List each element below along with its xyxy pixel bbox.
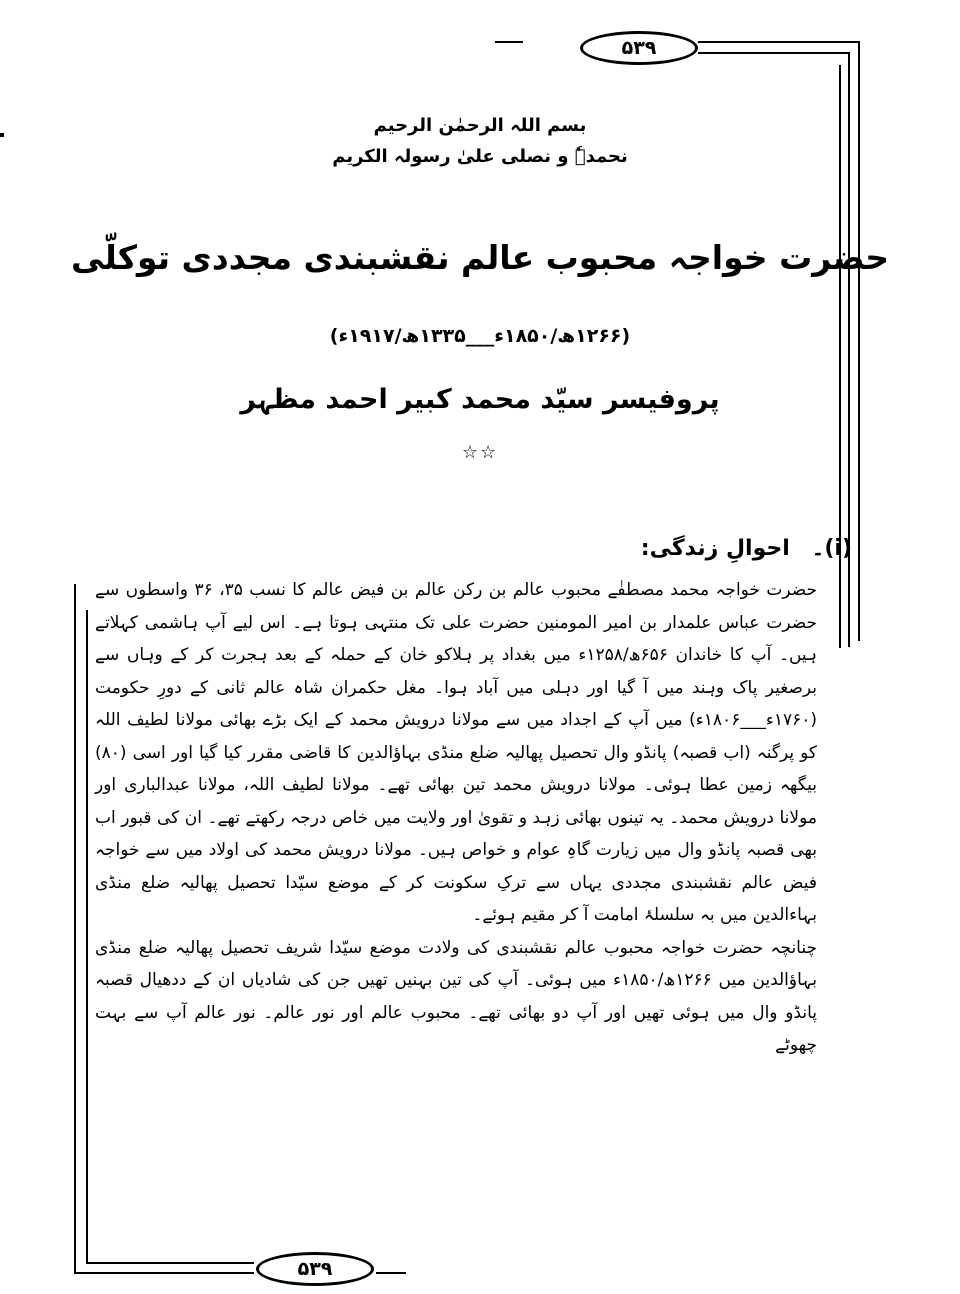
author-name: پروفیسر سیّد محمد کبیر احمد مظہر [240, 384, 720, 415]
basmala: بسم اللہ الرحمٰن الرحیم [373, 115, 587, 136]
frame-top-line-right [698, 41, 858, 43]
frame-bottom-line-inner [86, 1262, 254, 1264]
frame-bottom-line [74, 1272, 254, 1274]
section-title: احوالِ زندگی: [640, 536, 790, 561]
section-number: (i)۔ [811, 536, 852, 561]
salutation: نحمدہٗ و نصلی علیٰ رسولہ الکریم [332, 146, 628, 167]
paragraph-1: حضرت خواجہ محمد مصطفٰے محبوب عالم بن رکن عالم بن فیض عالم کا نسب ۳۵، ۳۶ واسطوں سے حضرت عباس علمدار بن امیر المومنین حضرت علی تک منتہی ہوتا ہے۔ اس لیے آپ ہاشمی کہلاتے ہیں۔ آپ کا خاندان ۶۵۶ھ/۱۲۵۸ء میں بغداد پر ہلاکو خان کے حملہ کے بعد ہجرت کر کے وہاں سے برصغیر پاک وہند میں آ گیا اور دہلی میں آباد ہوا۔ مغل حکمران شاہ عالم ثانی کے دورِ حکومت (۱۷۶۰ء___۱۸۰۶ء) میں آپ کے اجداد میں سے مولانا درویش محمد کے ایک بڑے بھائی مولانا لطیف اللہ کو پرگنہ (اب قصبہ) پانڈو وال تحصیل پھالیہ ضلع منڈی بہاؤالدین کا قاضی مقرر کیا گیا اور اسی (۸۰) بیگھہ زمین عطا ہوئی۔ مولانا درویش محمد تین بھائی تھے۔ مولانا لطیف اللہ، مولانا عبدالباری اور مولانا درویش محمد۔ یہ تینوں بھائی زہد و تقویٰ اور ولایت میں خاص درجہ رکھتے تھے۔ ان کی قبور اب بھی قصبہ پانڈو وال میں زیارت گاہِ عوام و خواص ہیں۔ مولانا درویش محمد کی اولاد میں سے خواجہ فیض عالم نقشبندی مجددی یہاں سے ترکِ سکونت کر کے موضع سیّدا تحصیل پھالیہ ضلع منڈی بہاءالدین میں بہ سلسلۂ امامت آ کر مقیم ہوئے۔ [95, 580, 818, 925]
life-dates: (۱۲۶۶ھ/۱۸۵۰ء___۱۳۳۵ھ/۱۹۱۷ء) [329, 325, 631, 347]
paragraph-2: چنانچہ حضرت خواجہ محبوب عالم نقشبندی کی ولادت موضع سیّدا شریف تحصیل پھالیہ ضلع منڈی بہاؤالدین میں ۱۲۶۶ھ/۱۸۵۰ء میں ہوئی۔ آپ کی تین بہنیں تھیں جن کی شادیاں ان کے ددھیال قصبہ پانڈو وال میں ہوئی تھیں اور آپ دو بھائی تھے۔ محبوب عالم اور نور عالم۔ نور عالم آپ سے بہت چھوٹے [95, 937, 817, 1055]
section-heading [641, 536, 852, 561]
frame-top-line-inner [698, 52, 848, 54]
page-title: حضرت خواجہ محبوب عالم نقشبندی مجددی توکلّی [70, 238, 890, 277]
header-page-number: ۵۳۹ [580, 31, 698, 65]
body-text [95, 574, 817, 1062]
frame-bottom-line-right [376, 1272, 406, 1274]
frame-left-outer-line [74, 584, 76, 1274]
frame-top-line [495, 41, 523, 43]
footer-page-number: ۵۳۹ [256, 1252, 374, 1286]
stars-ornament: ☆☆ [461, 442, 499, 463]
frame-left-inner-line [86, 610, 88, 1262]
